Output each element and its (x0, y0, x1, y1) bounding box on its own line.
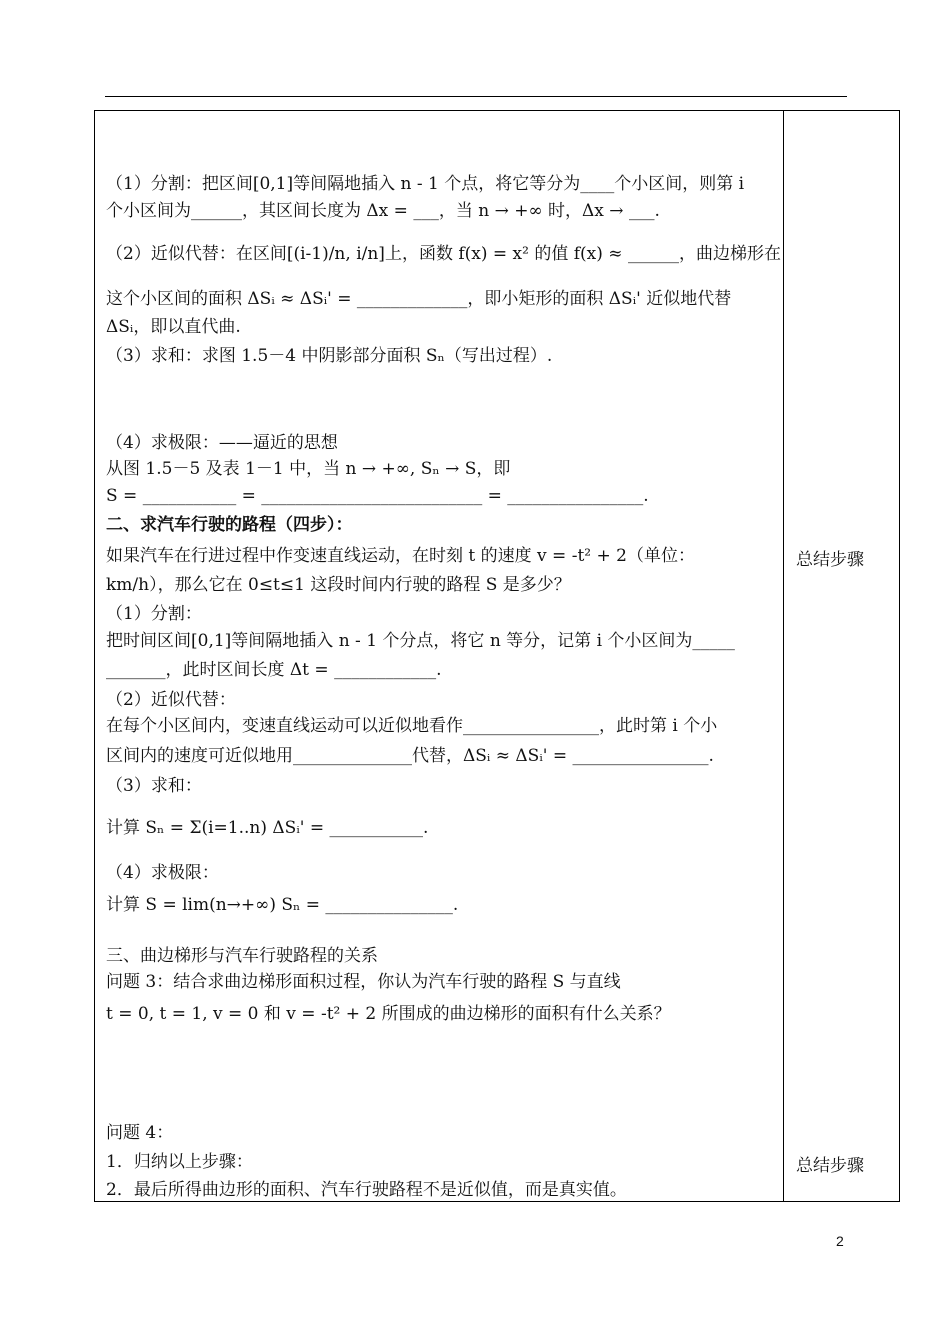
side-note: 总结步骤 (796, 550, 864, 570)
text-line: 区间内的速度可近似地用______________代替，ΔSᵢ ≈ ΔSᵢ' = ________________. (106, 746, 714, 766)
text-line: （1）分割： (106, 604, 202, 624)
text-line: 从图 1.5－5 及表 1－1 中，当 n → +∞, Sₙ → S，即 (106, 459, 511, 479)
text-line: 问题 3：结合求曲边梯形面积过程，你认为汽车行驶的路程 S 与直线 (106, 972, 621, 992)
text-line: 个小区间为______，其区间长度为 Δx = ___，当 n → +∞ 时，Δx → ___. (106, 201, 660, 221)
text-line: （4）求极限： (106, 863, 219, 883)
text-line: （1）分割：把区间[0,1]等间隔地插入 n - 1 个点，将它等分为____个小区间，则第 i (106, 174, 745, 194)
text-line: 把时间区间[0,1]等间隔地插入 n - 1 个分点，将它 n 等分，记第 i 个小区间为_____ (106, 631, 735, 651)
text-line: _______，此时区间长度 Δt = ____________. (106, 660, 442, 680)
text-line: 计算 Sₙ = Σ(i=1..n) ΔSᵢ' = ___________. (106, 818, 429, 838)
text-line: t = 0, t = 1, v = 0 和 v = -t² + 2 所围成的曲边梯形的面积有什么关系？ (106, 1004, 671, 1024)
text-line: 在每个小区间内，变速直线运动可以近似地看作________________，此时第 i 个小 (106, 716, 718, 736)
text-line: （3）求和： (106, 776, 202, 796)
text-line: （2）近似代替： (106, 690, 236, 710)
page-number: 2 (836, 1233, 844, 1249)
side-note: 总结步骤 (796, 1156, 864, 1176)
text-line: （4）求极限：——逼近的思想 (106, 433, 338, 453)
text-line: 问题 4： (106, 1123, 174, 1143)
text-line: km/h），那么它在 0≤t≤1 这段时间内行驶的路程 S 是多少？ (106, 575, 571, 595)
text-line: 1．归纳以上步骤： (106, 1152, 253, 1172)
text-line: 如果汽车在行进过程中作变速直线运动，在时刻 t 的速度 v = -t² + 2（单位： (106, 546, 695, 566)
text-line: S = ___________ = __________________________ = ________________. (106, 486, 649, 506)
text-line: 计算 S = lim(n→+∞) Sₙ = _______________. (106, 895, 459, 915)
text-line: 三、曲边梯形与汽车行驶路程的关系 (106, 946, 378, 966)
table-column-divider (783, 110, 784, 1202)
text-line: （3）求和：求图 1.5－4 中阴影部分面积 Sₙ（写出过程）. (106, 346, 553, 366)
text-line: 二、求汽车行驶的路程（四步）： (106, 515, 353, 535)
text-line: （2）近似代替：在区间[(i-1)/n, i/n]上，函数 f(x) = x² 的值 f(x) ≈ ______，曲边梯形在 (106, 244, 781, 264)
header-rule (105, 96, 847, 97)
content-table (94, 110, 900, 1202)
text-line: 2．最后所得曲边形的面积、汽车行驶路程不是近似值，而是真实值。 (106, 1180, 627, 1200)
text-line: ΔSᵢ，即以直代曲. (106, 317, 241, 337)
text-line: 这个小区间的面积 ΔSᵢ ≈ ΔSᵢ' = _____________，即小矩形的面积 ΔSᵢ' 近似地代替 (106, 289, 732, 309)
